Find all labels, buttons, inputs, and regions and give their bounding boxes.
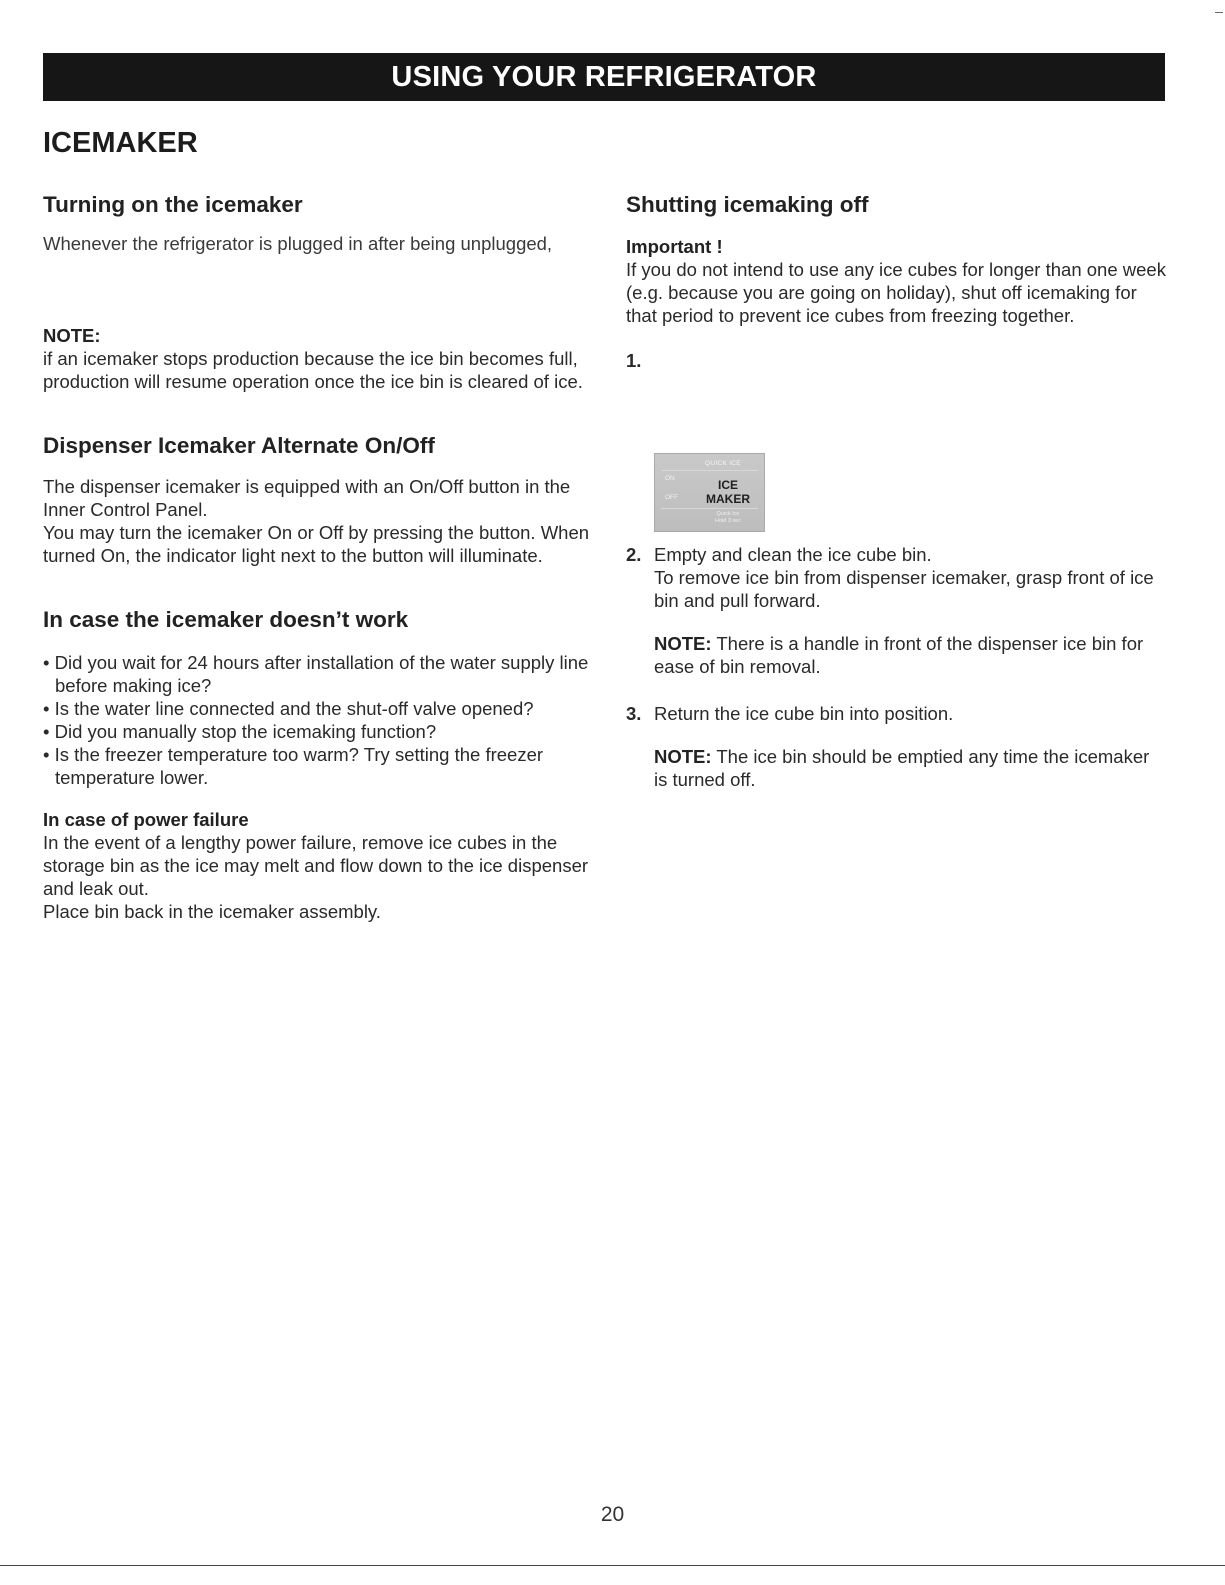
step-number: 2. — [626, 544, 642, 565]
important-label: Important ! — [626, 236, 723, 257]
list-item: • Is the freezer temperature too warm? Try setting the freezer temperature lower. — [43, 744, 544, 788]
doesnt-work-heading: In case the icemaker doesn’t work — [43, 607, 409, 632]
step-text: Empty and clean the ice cube bin. — [654, 544, 932, 565]
quick-ice-hint: Hold 3 sec — [715, 518, 741, 524]
section-title: ICEMAKER — [43, 127, 198, 159]
step-number: 1. — [626, 350, 642, 371]
important-block — [626, 236, 1166, 327]
page-number: 20 — [600, 1503, 625, 1526]
turning-on-note — [43, 325, 603, 393]
icemaker-button-label: MAKER — [706, 492, 750, 506]
step-note — [654, 745, 1166, 791]
dispenser-para-1: The dispenser icemaker is equipped with an On/Off button in the Inner Control Panel. — [43, 476, 571, 520]
list-item: • Did you manually stop the icemaking function? — [43, 721, 437, 742]
list-item: • Did you wait for 24 hours after installation of the water supply line before making ice? — [43, 652, 589, 696]
step-2 — [626, 543, 1166, 678]
corner-mark — [1215, 12, 1223, 13]
off-indicator-label: OFF — [665, 494, 678, 501]
icemaker-button-label: ICE — [717, 478, 738, 492]
page-banner: USING YOUR REFRIGERATOR — [43, 53, 1165, 101]
left-column — [43, 190, 603, 923]
shutting-heading: Shutting icemaking off — [626, 192, 869, 217]
turning-on-text: Whenever the refrigerator is plugged in after being unplugged, — [43, 233, 553, 254]
panel-divider — [661, 470, 758, 471]
note-text: There is a handle in front of the dispenser ice bin for ease of bin removal. — [654, 633, 1144, 677]
step-text — [654, 349, 1166, 372]
power-failure-para-2: Place bin back in the icemaker assembly. — [43, 901, 381, 922]
note-text: if an icemaker stops production because the ice bin becomes full, production will resume operation once the ice bin is cleared of ice. — [43, 348, 583, 392]
important-text: If you do not intend to use any ice cubes for longer than one week (e.g. because you are going on holiday), shut off icemaking for that period to prevent ice cubes from freezing together. — [626, 259, 1166, 326]
power-failure-para-1: In the event of a lengthy power failure, remove ice cubes in the storage bin as the ice may melt and flow down to the ice dispenser and leak out. — [43, 832, 589, 899]
list-item: • Is the water line connected and the shut-off valve opened? — [43, 698, 534, 719]
step-number: 3. — [626, 703, 642, 724]
step-3 — [626, 702, 1166, 791]
note-text: The ice bin should be emptied any time the icemaker is turned off. — [654, 746, 1150, 790]
doesnt-work-list — [43, 651, 603, 789]
note-label: NOTE: — [654, 746, 712, 767]
power-failure-block — [43, 809, 603, 923]
step-note — [654, 632, 1166, 678]
note-label: NOTE: — [654, 633, 712, 654]
on-indicator-label: ON — [665, 475, 675, 482]
note-label: NOTE: — [43, 325, 101, 346]
dispenser-heading: Dispenser Icemaker Alternate On/Off — [43, 433, 435, 458]
icemaker-control-panel-image — [654, 453, 765, 532]
dispenser-para-2: You may turn the icemaker On or Off by pressing the button. When turned On, the indicator light next to the button will illuminate. — [43, 522, 590, 566]
turning-on-heading: Turning on the icemaker — [43, 192, 303, 217]
quick-ice-label: QUICK ICE — [705, 460, 741, 467]
panel-divider — [661, 508, 758, 509]
bottom-rule — [0, 1565, 1225, 1566]
power-failure-heading: In case of power failure — [43, 809, 249, 830]
step-detail: To remove ice bin from dispenser icemaker, grasp front of ice bin and pull forward. — [654, 567, 1154, 611]
quick-ice-hint: Quick Ice — [716, 511, 740, 517]
step-text: Return the ice cube bin into position. — [654, 703, 954, 724]
step-1 — [626, 349, 1166, 372]
